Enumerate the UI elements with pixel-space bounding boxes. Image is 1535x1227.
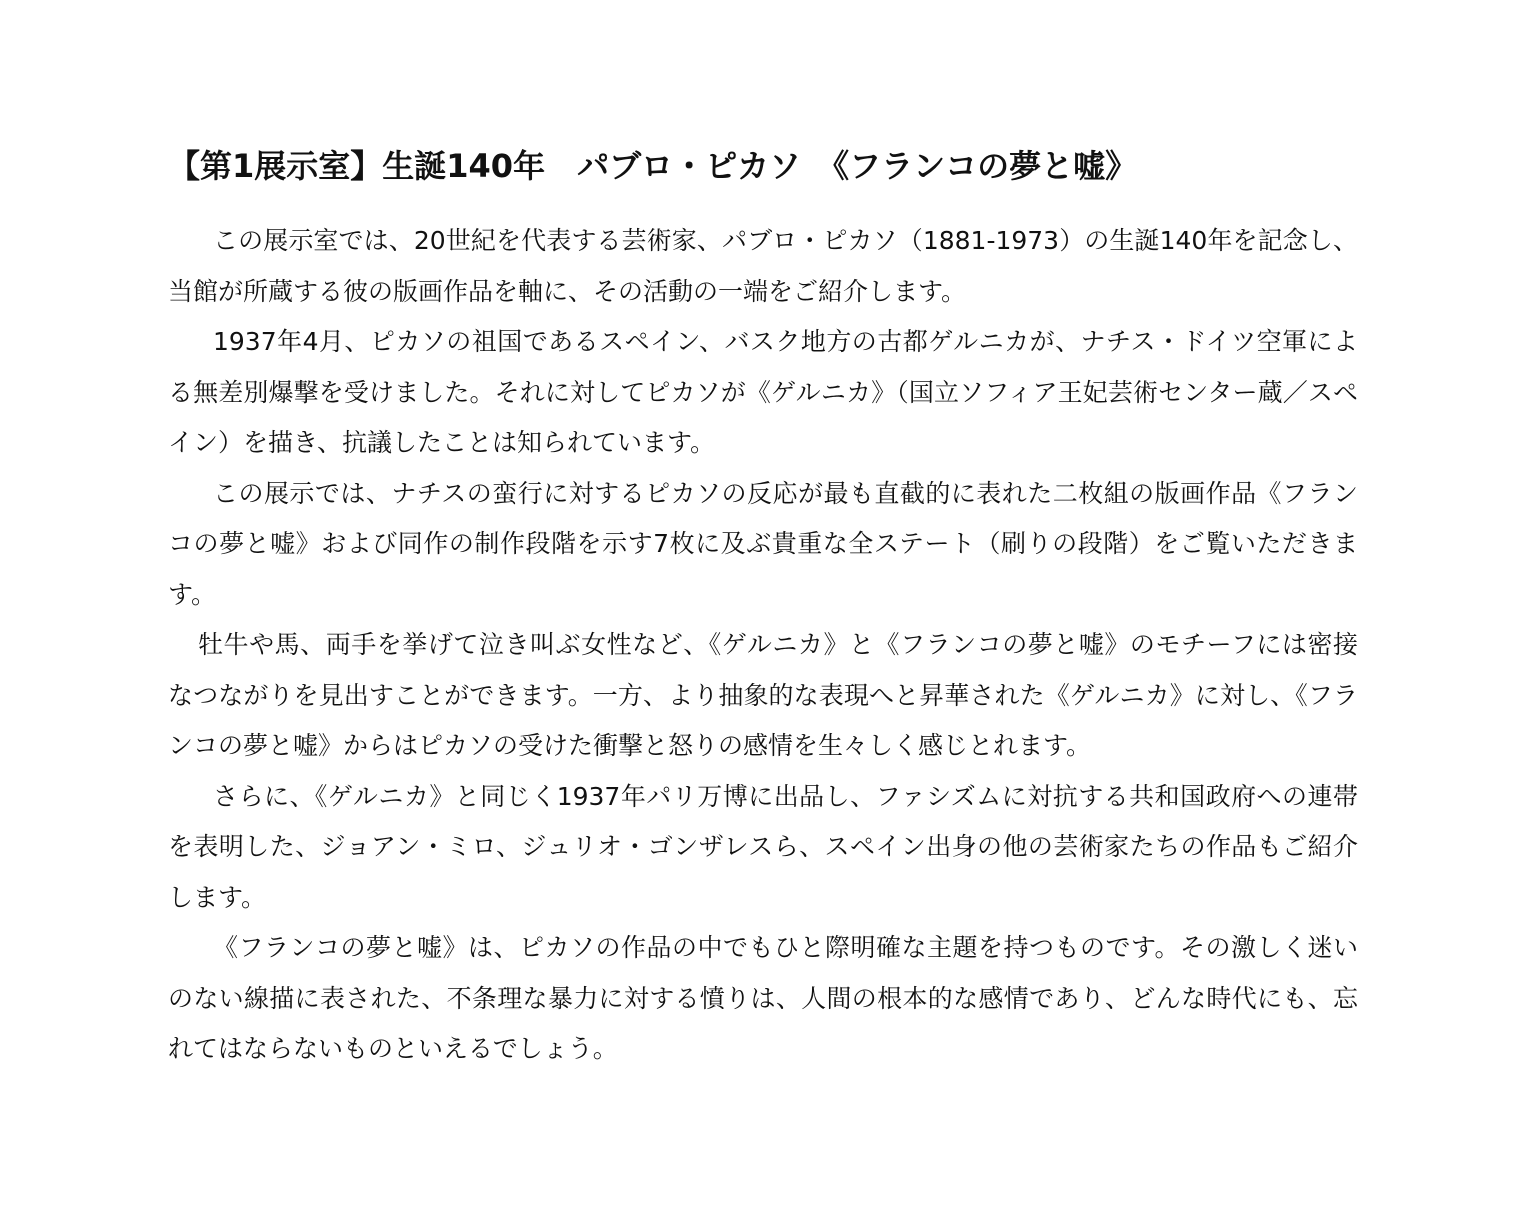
paragraph-intro: この展示室では、20世紀を代表する芸術家、パブロ・ピカソ（1881-1973）の生誕140年を記念し、当館が所蔵する彼の版画作品を軸に、その活動の一端をご紹介します。 <box>168 226 1358 306</box>
paragraph-motifs: 牡牛や馬、両手を挙げて泣き叫ぶ女性など、《ゲルニカ》と《フランコの夢と嘘》のモチーフには密接なつながりを見出すことができます。一方、より抽象的な表現へと昇華された《ゲルニカ》に対し、《フランコの夢と嘘》からはピカソの受けた衝撃と怒りの感情を生々しく感じとれます。 <box>168 630 1358 760</box>
document-page <box>168 136 1358 1075</box>
document-body <box>168 216 1358 1075</box>
paragraph-other-artists: さらに、《ゲルニカ》と同じく1937年パリ万博に出品し、ファシズムに対抗する共和国政府への連帯を表明した、ジョアン・ミロ、ジュリオ・ゴンザレスら、スペイン出身の他の芸術家たちの作品もご紹介します。 <box>168 781 1358 912</box>
page-title: 【第1展示室】生誕140年 パブロ・ピカソ 《フランコの夢と嘘》 <box>168 147 1138 185</box>
paragraph-exhibition-focus: この展示では、ナチスの蛮行に対するピカソの反応が最も直截的に表れた二枚組の版画作品《フランコの夢と嘘》および同作の制作段階を示す7枚に及ぶ貴重な全ステート（刷りの段階）をご覧いただきます。 <box>168 478 1358 609</box>
paragraph-conclusion: 《フランコの夢と嘘》は、ピカソの作品の中でもひと際明確な主題を持つものです。その激しく迷いのない線描に表された、不条理な暴力に対する憤りは、人間の根本的な感情であり、どんな時代にも、忘れてはならないものといえるでしょう。 <box>168 933 1358 1063</box>
paragraph-guernica-bombing: 1937年4月、ピカソの祖国であるスペイン、バスク地方の古都ゲルニカが、ナチス・ドイツ空軍による無差別爆撃を受けました。それに対してピカソが《ゲルニカ》（国立ソフィア王妃芸術センター蔵／スペイン）を描き、抗議したことは知られています。 <box>168 327 1358 457</box>
